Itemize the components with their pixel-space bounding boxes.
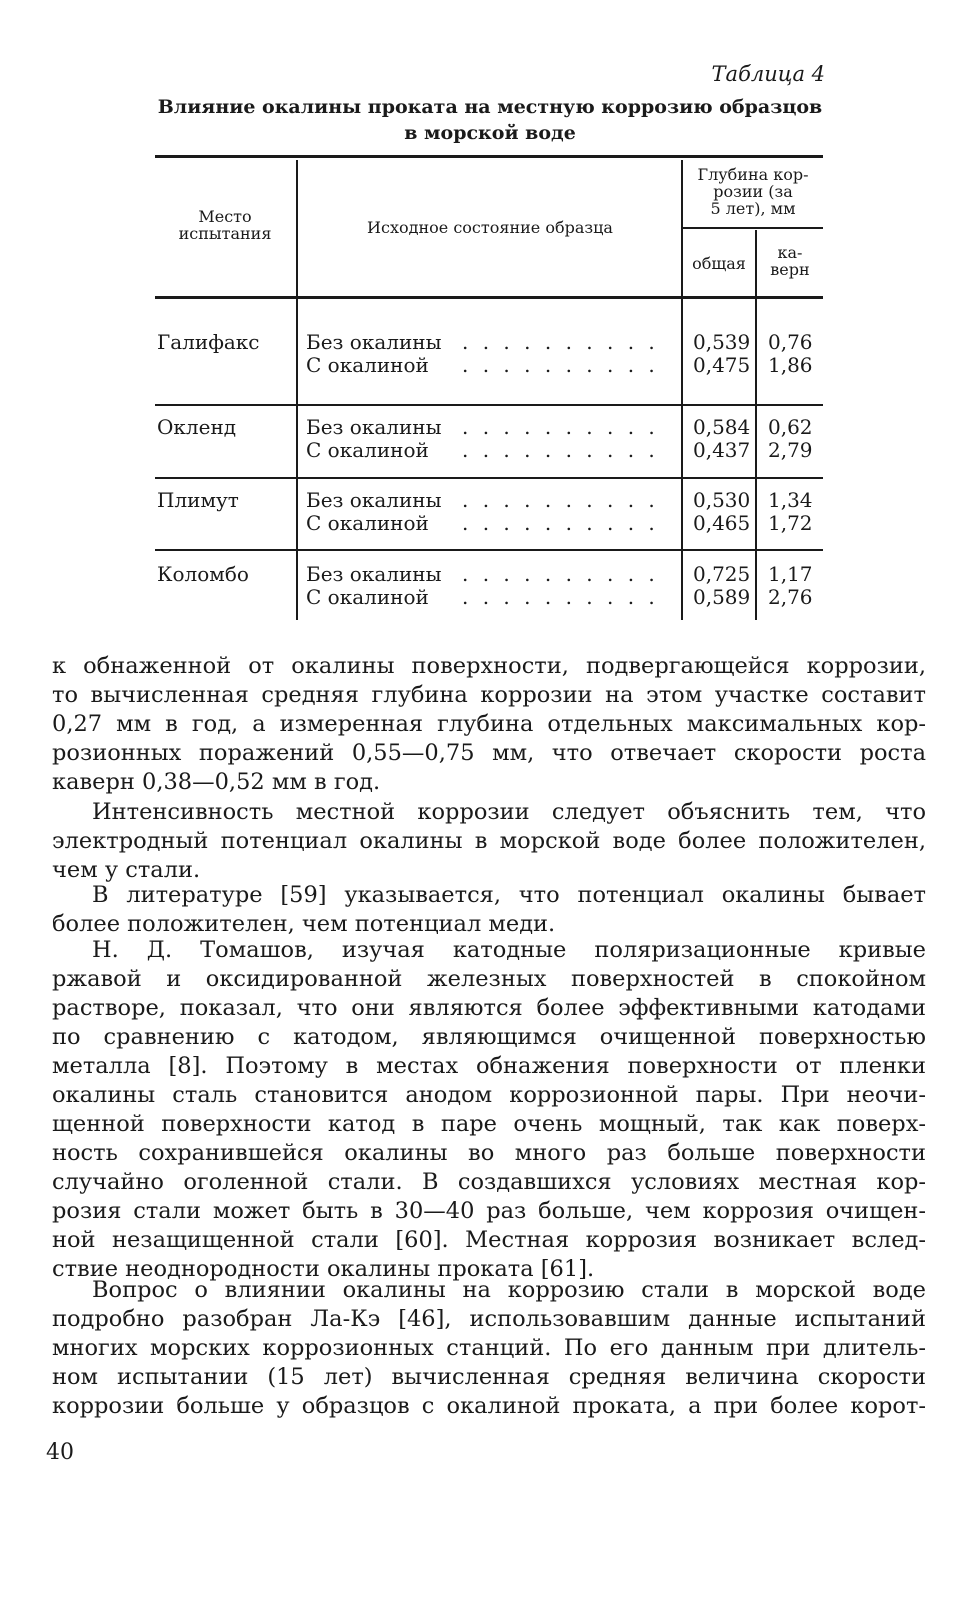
row-condition: С окалиной [306, 353, 429, 377]
header-depth: Глубина кор- розии (за 5 лет), мм [697, 165, 809, 218]
paragraph-1: к обнаженной от окалины поверхности, подвергающейся коррозии, то вычисленная средняя глубина коррозии на этом участке составит 0,27 мм в год, а измеренная глубина отдельных максимальных кор- розионных поражений 0,55—0,75 мм, что отвечает скорости роста каверн 0,38—0,52 мм в год. [52, 653, 926, 795]
row-place: Плимут [157, 488, 239, 512]
depth-pits: 1,72 [768, 511, 813, 535]
row-place: Коломбо [157, 562, 249, 586]
depth-pits: 2,79 [768, 438, 813, 462]
leader-dots: . . . . . . . . . . [462, 415, 659, 439]
row-condition: Без окалины [306, 562, 442, 586]
row-divider [155, 404, 823, 406]
depth-total: 0,589 [693, 585, 751, 609]
header-sub-rule [681, 227, 823, 229]
column-divider [755, 230, 757, 620]
column-divider [681, 160, 683, 620]
depth-total: 0,530 [693, 488, 751, 512]
paragraph-4: Н. Д. Томашов, изучая катодные поляризационные кривые ржавой и оксидированной железных поверхностей в спокойном растворе, показал, что они являются более эффективными катодами по сравнению с катодом, являющимся очищенной поверхностью металла [8]. Поэтому в местах обнажения поверхности от пленки окалины сталь становится анодом коррозионной пары. При неочи- щенной поверхности катод в паре очень мощный, так как поверх- ность сохранившейся окалины во много раз больше поверхности случайно оголенной стали. В создавшихся условиях местная кор- розия стали может быть в 30—40 раз больше, чем коррозия очищен- ной незащищенной стали [60]. Местная коррозия возникает вслед- ствие неоднородности окалины проката [61]. [52, 937, 926, 1282]
depth-total: 0,475 [693, 353, 751, 377]
leader-dots: . . . . . . . . . . [462, 353, 659, 377]
table-title-line-2: в морской воде [404, 122, 576, 144]
depth-pits: 1,17 [768, 562, 813, 586]
depth-pits: 0,62 [768, 415, 813, 439]
header-pits: ка- верн [770, 243, 810, 279]
header-bottom-rule [155, 296, 823, 299]
row-divider [155, 549, 823, 551]
table-title [150, 94, 830, 146]
page-number: 40 [46, 1440, 74, 1465]
depth-pits: 2,76 [768, 585, 813, 609]
leader-dots: . . . . . . . . . . [462, 330, 659, 354]
depth-total: 0,725 [693, 562, 751, 586]
header-condition: Исходное состояние образца [367, 218, 613, 237]
leader-dots: . . . . . . . . . . [462, 585, 659, 609]
row-condition: Без окалины [306, 415, 442, 439]
paragraph-3: В литературе [59] указывается, что потенциал окалины бывает более положителен, чем потенциал меди. [52, 882, 926, 937]
header-place: Место испытания [178, 207, 272, 243]
depth-total: 0,539 [693, 330, 751, 354]
row-condition: Без окалины [306, 330, 442, 354]
paragraph-2: Интенсивность местной коррозии следует объяснить тем, что электродный потенциал окалины в морской воде более положителен, чем у стали. [52, 799, 926, 883]
row-condition: С окалиной [306, 585, 429, 609]
row-condition: С окалиной [306, 438, 429, 462]
table-top-rule [155, 155, 823, 158]
leader-dots: . . . . . . . . . . [462, 488, 659, 512]
depth-pits: 0,76 [768, 330, 813, 354]
column-divider [296, 160, 298, 620]
row-place: Окленд [157, 415, 237, 439]
header-total: общая [692, 254, 746, 273]
leader-dots: . . . . . . . . . . [462, 562, 659, 586]
leader-dots: . . . . . . . . . . [462, 511, 659, 535]
row-condition: С окалиной [306, 511, 429, 535]
depth-pits: 1,34 [768, 488, 813, 512]
leader-dots: . . . . . . . . . . [462, 438, 659, 462]
table-caption: Таблица 4 [711, 62, 825, 86]
paragraph-5: Вопрос о влиянии окалины на коррозию стали в морской воде подробно разобран Ла-Кэ [46], использовавшим данные испытаний многих морских коррозионных станций. По его данным при длитель- ном испытании (15 лет) вычисленная средняя величина скорости коррозии больше у образцов с окалиной проката, а при более корот- [52, 1277, 926, 1419]
row-divider [155, 477, 823, 479]
depth-pits: 1,86 [768, 353, 813, 377]
depth-total: 0,437 [693, 438, 751, 462]
row-place: Галифакс [157, 330, 260, 354]
depth-total: 0,465 [693, 511, 751, 535]
depth-total: 0,584 [693, 415, 751, 439]
row-condition: Без окалины [306, 488, 442, 512]
table-title-line-1: Влияние окалины проката на местную коррозию образцов [157, 96, 823, 118]
